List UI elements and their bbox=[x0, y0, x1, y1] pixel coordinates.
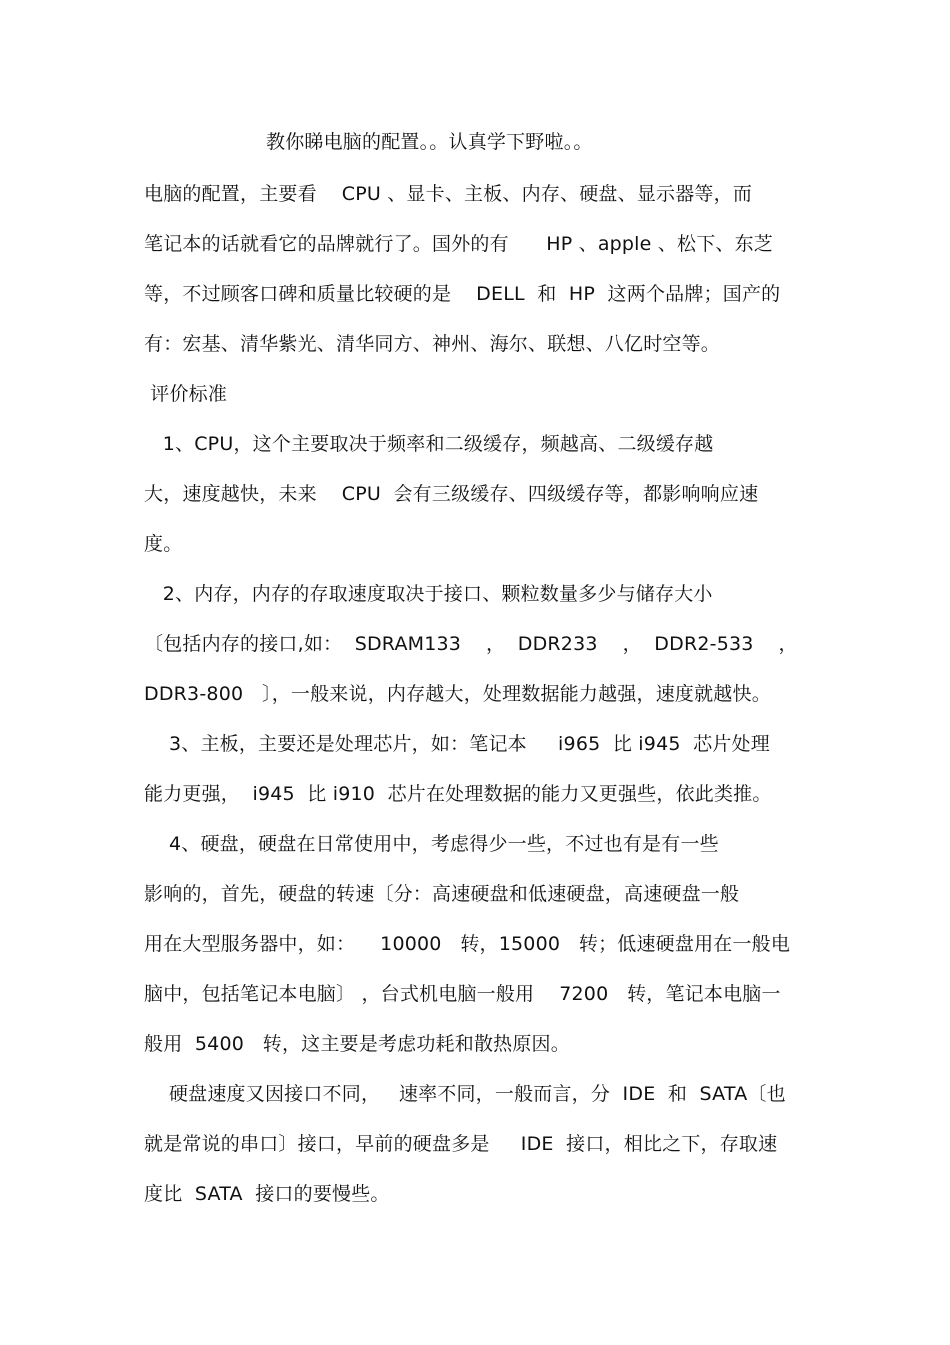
document-title: 教你睇电脑的配置。。认真学下野啦。。 bbox=[266, 131, 593, 153]
paragraph-line: 〔包括内存的接口,如： SDRAM133 ， DDR233 ， DDR2-533 ， bbox=[144, 633, 798, 655]
section-heading: 评价标准 bbox=[144, 383, 228, 405]
paragraph-line: 4、硬盘，硬盘在日常使用中，考虑得少一些，不过也有是有一些 bbox=[144, 833, 719, 855]
paragraph-line: 电脑的配置，主要看 CPU 、显卡、主板、内存、硬盘、显示器等，而 bbox=[144, 183, 753, 205]
paragraph-line: 2、内存，内存的存取速度取决于接口、颗粒数量多少与储存大小 bbox=[144, 583, 713, 605]
paragraph-line: 脑中，包括笔记本电脑〕 ，台式机电脑一般用 7200 转，笔记本电脑一 bbox=[144, 983, 781, 1005]
paragraph-line: 用在大型服务器中，如： 10000 转，15000 转；低速硬盘用在一般电 bbox=[144, 933, 791, 955]
paragraph-line: 就是常说的串口〕接口，早前的硬盘多是 IDE 接口，相比之下，存取速 bbox=[144, 1133, 778, 1155]
paragraph-line: 般用 5400 转，这主要是考虑功耗和散热原因。 bbox=[144, 1033, 570, 1055]
paragraph-line: 度比 SATA 接口的要慢些。 bbox=[144, 1183, 390, 1205]
paragraph-line: DDR3-800 〕，一般来说，内存越大，处理数据能力越强，速度就越快。 bbox=[144, 683, 771, 705]
paragraph-line: 笔记本的话就看它的品牌就行了。国外的有 HP 、apple 、松下、东芝 bbox=[144, 233, 773, 255]
paragraph-line: 能力更强， i945 比 i910 芯片在处理数据的能力又更强些，依此类推。 bbox=[144, 783, 772, 805]
paragraph-line: 等，不过顾客口碑和质量比较硬的是 DELL 和 HP 这两个品牌；国产的 bbox=[144, 283, 781, 305]
paragraph-line: 1、CPU，这个主要取决于频率和二级缓存，频越高、二级缓存越 bbox=[144, 433, 714, 455]
paragraph-line: 硬盘速度又因接口不同， 速率不同，一般而言，分 IDE 和 SATA〔也 bbox=[144, 1083, 786, 1105]
paragraph-line: 度。 bbox=[144, 533, 183, 555]
paragraph-line: 影响的，首先，硬盘的转速〔分：高速硬盘和低速硬盘，高速硬盘一般 bbox=[144, 883, 740, 905]
paragraph-line: 大，速度越快，未来 CPU 会有三级缓存、四级缓存等，都影响响应速 bbox=[144, 483, 759, 505]
paragraph-line: 3、主板，主要还是处理芯片，如：笔记本 i965 比 i945 芯片处理 bbox=[144, 733, 770, 755]
paragraph-line: 有：宏基、清华紫光、清华同方、神州、海尔、联想、八亿时空等。 bbox=[144, 333, 721, 355]
